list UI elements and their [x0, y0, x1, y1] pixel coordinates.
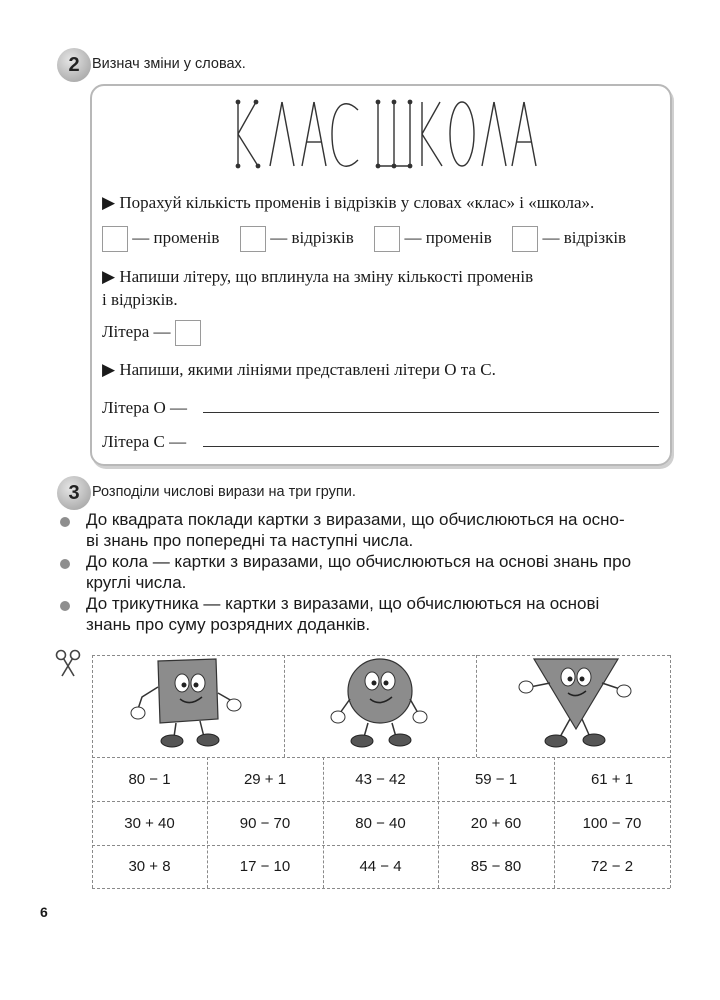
expression-card[interactable]: 29 + 1	[243, 770, 287, 788]
answer-box-1[interactable]	[102, 226, 128, 252]
klas-shkola-heading	[230, 92, 540, 182]
bullet-text-3: До трикутника — картки з виразами, що обчислюються на основі знань про суму розрядних доданків.	[86, 594, 600, 634]
instruction-lines	[102, 360, 496, 380]
expression-card[interactable]: 80 − 1	[128, 770, 171, 788]
expression-card[interactable]: 44 − 4	[359, 858, 402, 875]
scissors-icon	[54, 648, 82, 678]
instruction-letter	[102, 265, 662, 311]
answer-box-2[interactable]	[240, 226, 266, 252]
expression-card[interactable]: 85 − 80	[470, 858, 522, 875]
expression-card[interactable]: 72 − 2	[590, 858, 634, 875]
count-label-3: — променів	[404, 227, 492, 247]
bullet-text-2: До кола — картки з виразами, що обчислюються на основі знань про круглі числа.	[86, 552, 632, 592]
expression-card[interactable]: 100 − 70	[582, 814, 642, 832]
expression-card[interactable]: 61 + 1	[590, 770, 634, 788]
instruction-letter-line2: і відрізків.	[102, 290, 178, 309]
letter-c-label: Літера С —	[102, 432, 187, 451]
count-label-1: — променів	[132, 227, 220, 247]
expression-card[interactable]: 30 + 40	[124, 814, 175, 832]
bullet-icon	[60, 601, 70, 611]
task-3-number: 3	[57, 476, 91, 510]
bullet-icon	[60, 517, 70, 527]
letter-row	[102, 320, 201, 346]
count-label-4: — відрізків	[542, 227, 627, 247]
letter-label: Літера —	[102, 321, 171, 341]
expression-card[interactable]: 90 − 70	[239, 814, 291, 832]
letter-answer-box[interactable]	[175, 320, 201, 346]
instruction-letter-line1: Напиши літеру, що вплинула на зміну кількості променів	[119, 267, 534, 286]
expression-card[interactable]: 43 − 42	[355, 770, 406, 788]
square-character	[110, 657, 270, 753]
triangle-character	[496, 657, 656, 753]
count-row	[102, 226, 626, 252]
expression-card[interactable]: 30 + 8	[128, 858, 171, 875]
circle-character	[300, 657, 460, 753]
answer-box-3[interactable]	[374, 226, 400, 252]
expression-card[interactable]: 80 − 40	[355, 814, 406, 832]
answer-box-4[interactable]	[512, 226, 538, 252]
count-label-2: — відрізків	[270, 227, 354, 247]
bullet-text-1: До квадрата поклади картки з виразами, що обчислюються на осно- ві знань про попередні та наступні числа.	[86, 510, 625, 550]
letter-o-answer-line[interactable]	[203, 412, 659, 413]
instruction-count-text: Порахуй кількість променів і відрізків у словах «клас» і «школа».	[119, 193, 595, 212]
task-2-title: Визнач зміни у словах.	[92, 56, 246, 72]
arrow-icon: ▶	[102, 360, 116, 379]
expression-card[interactable]: 59 − 1	[474, 770, 518, 788]
instruction-count	[102, 193, 594, 213]
task-3-title: Розподіли числові вирази на три групи.	[92, 484, 356, 500]
letter-c-answer-line[interactable]	[203, 446, 659, 447]
expression-card[interactable]: 20 + 60	[470, 814, 522, 832]
arrow-icon: ▶	[102, 193, 116, 212]
letter-o-label: Літера О —	[102, 398, 188, 417]
bullet-icon	[60, 559, 70, 569]
instruction-lines-text: Напиши, якими лініями представлені літери О та С.	[119, 360, 496, 379]
page-number: 6	[40, 904, 48, 920]
task-2-number: 2	[57, 48, 91, 82]
arrow-icon: ▶	[102, 267, 116, 286]
expression-card[interactable]: 17 − 10	[239, 858, 291, 875]
